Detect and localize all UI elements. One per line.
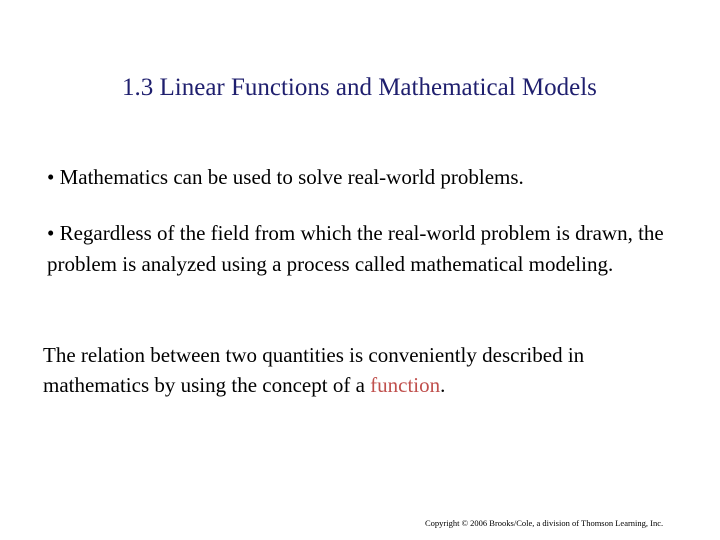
bullet-item-1: • Mathematics can be used to solve real-world problems.	[47, 165, 524, 189]
slide-title: 1.3 Linear Functions and Mathematical Models	[122, 74, 597, 101]
highlighted-term: function	[370, 373, 441, 397]
definition-paragraph	[43, 340, 693, 400]
paragraph-end: .	[440, 373, 446, 397]
paragraph-text: The relation between two quantities is conveniently described in mathematics by using the concept of a	[43, 343, 585, 397]
copyright-notice: Copyright © 2006 Brooks/Cole, a division of Thomson Learning, Inc.	[425, 518, 664, 528]
bullet-item-2: • Regardless of the field from which the real-world problem is drawn, the problem is analyzed using a process called mathematical modeling.	[47, 221, 664, 276]
